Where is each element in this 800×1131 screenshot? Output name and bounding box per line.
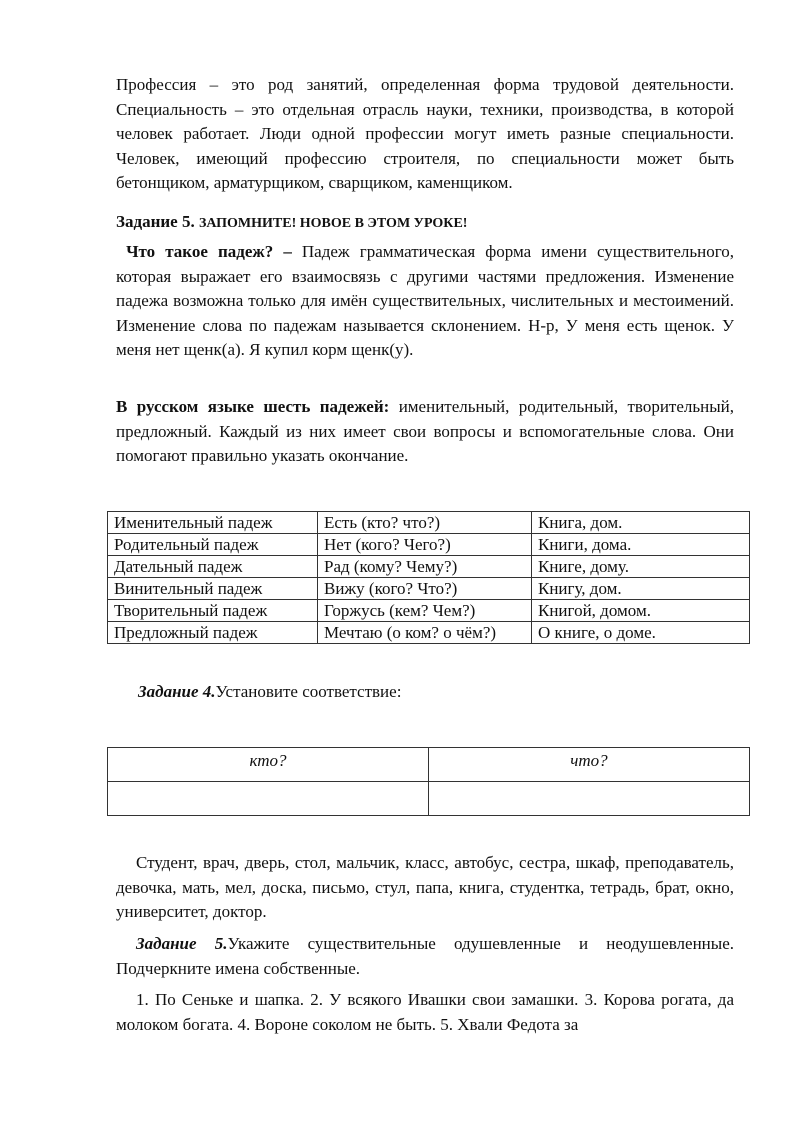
match-table-answer-row bbox=[108, 782, 750, 816]
case-example-cell: Книги, дома. bbox=[532, 534, 750, 556]
case-name-cell: Именительный падеж bbox=[108, 512, 318, 534]
case-question-cell: Горжусь (кем? Чем?) bbox=[318, 600, 532, 622]
case-question-cell: Нет (кого? Чего?) bbox=[318, 534, 532, 556]
case-definition-paragraph bbox=[116, 240, 734, 363]
word-list-paragraph: Студент, врач, дверь, стол, мальчик, класс, автобус, сестра, шкаф, преподаватель, девочка, мать, мел, доска, письмо, стул, папа, книга, студентка, тетрадь, брат, окно, университет, доктор. bbox=[116, 853, 734, 921]
task5b-paragraph bbox=[116, 932, 734, 981]
case-question-cell: Мечтаю (о ком? о чём?) bbox=[318, 622, 532, 644]
task5-caps: ЗАПОМНИТЕ! НОВОЕ В ЭТОМ УРОКЕ! bbox=[198, 216, 468, 231]
six-cases-text: именительный, родительный, творительный, предложный. Каждый из них имеет свои вопросы и вспомогательные слова. Они помогают правильно указать окончание. bbox=[116, 397, 735, 465]
case-question: Что такое падеж? – bbox=[126, 242, 292, 261]
six-cases-paragraph bbox=[116, 395, 734, 469]
table-row bbox=[108, 578, 750, 600]
task4-label: Задание 4. bbox=[138, 682, 216, 701]
case-question-cell: Рад (кому? Чему?) bbox=[318, 556, 532, 578]
task5b-label: Задание 5. bbox=[136, 934, 228, 953]
answer-cell-who[interactable] bbox=[108, 782, 429, 816]
proverbs-paragraph: 1. По Сеньке и шапка. 2. У всякого Ивашки свои замашки. 3. Корова рогата, да молоком богата. 4. Вороне соколом не быть. 5. Хвали Федота за bbox=[116, 990, 734, 1034]
match-table bbox=[107, 747, 750, 816]
match-table-header bbox=[108, 748, 750, 782]
cases-table bbox=[107, 511, 750, 644]
case-question-cell: Есть (кто? что?) bbox=[318, 512, 532, 534]
case-example-cell: Книгой, домом. bbox=[532, 600, 750, 622]
table-row bbox=[108, 512, 750, 534]
case-name-cell: Родительный падеж bbox=[108, 534, 318, 556]
case-name-cell: Предложный падеж bbox=[108, 622, 318, 644]
case-name-cell: Творительный падеж bbox=[108, 600, 318, 622]
table-row bbox=[108, 600, 750, 622]
intro-paragraph: Профессия – это род занятий, определенная форма трудовой деятельности. Специальность – это отдельная отрасль науки, техники, производства, в которой человек работает. Люди одной профессии могут иметь разные специальности. Человек, имеющий профессию строителя, по специальности может быть бетонщиком, арматурщиком, сварщиком, каменщиком. bbox=[116, 75, 734, 192]
table-row bbox=[108, 622, 750, 644]
task4-line bbox=[138, 680, 734, 705]
column-what: что? bbox=[429, 748, 750, 782]
task4-text: Установите соответствие: bbox=[215, 682, 402, 701]
case-example-cell: Книгу, дом. bbox=[532, 578, 750, 600]
case-example-cell: О книге, о доме. bbox=[532, 622, 750, 644]
table-row bbox=[108, 534, 750, 556]
case-question-cell: Вижу (кого? Что?) bbox=[318, 578, 532, 600]
task5b-text: Укажите существительные одушевленные и неодушевленные. Подчеркните имена собственные. bbox=[116, 934, 734, 978]
case-example-cell: Книге, дому. bbox=[532, 556, 750, 578]
case-example-cell: Книга, дом. bbox=[532, 512, 750, 534]
answer-cell-what[interactable] bbox=[429, 782, 750, 816]
column-who: кто? bbox=[108, 748, 429, 782]
table-row bbox=[108, 556, 750, 578]
six-cases-bold: В русском языке шесть падежей: bbox=[116, 397, 390, 416]
task5-heading bbox=[116, 210, 734, 237]
case-definition-text: Падеж грамматическая форма имени существительного, которая выражает его взаимосвязь с другими частями предложения. Изменение падежа возможна только для имён существительных, числительных и местоимений. Изменение слова по падежам называется склонением. Н-р, У меня есть щенок. У меня нет щенк(а). Я купил корм щенк(у). bbox=[116, 242, 735, 359]
task5-label: Задание 5. bbox=[116, 212, 195, 231]
case-name-cell: Дательный падеж bbox=[108, 556, 318, 578]
case-name-cell: Винительный падеж bbox=[108, 578, 318, 600]
